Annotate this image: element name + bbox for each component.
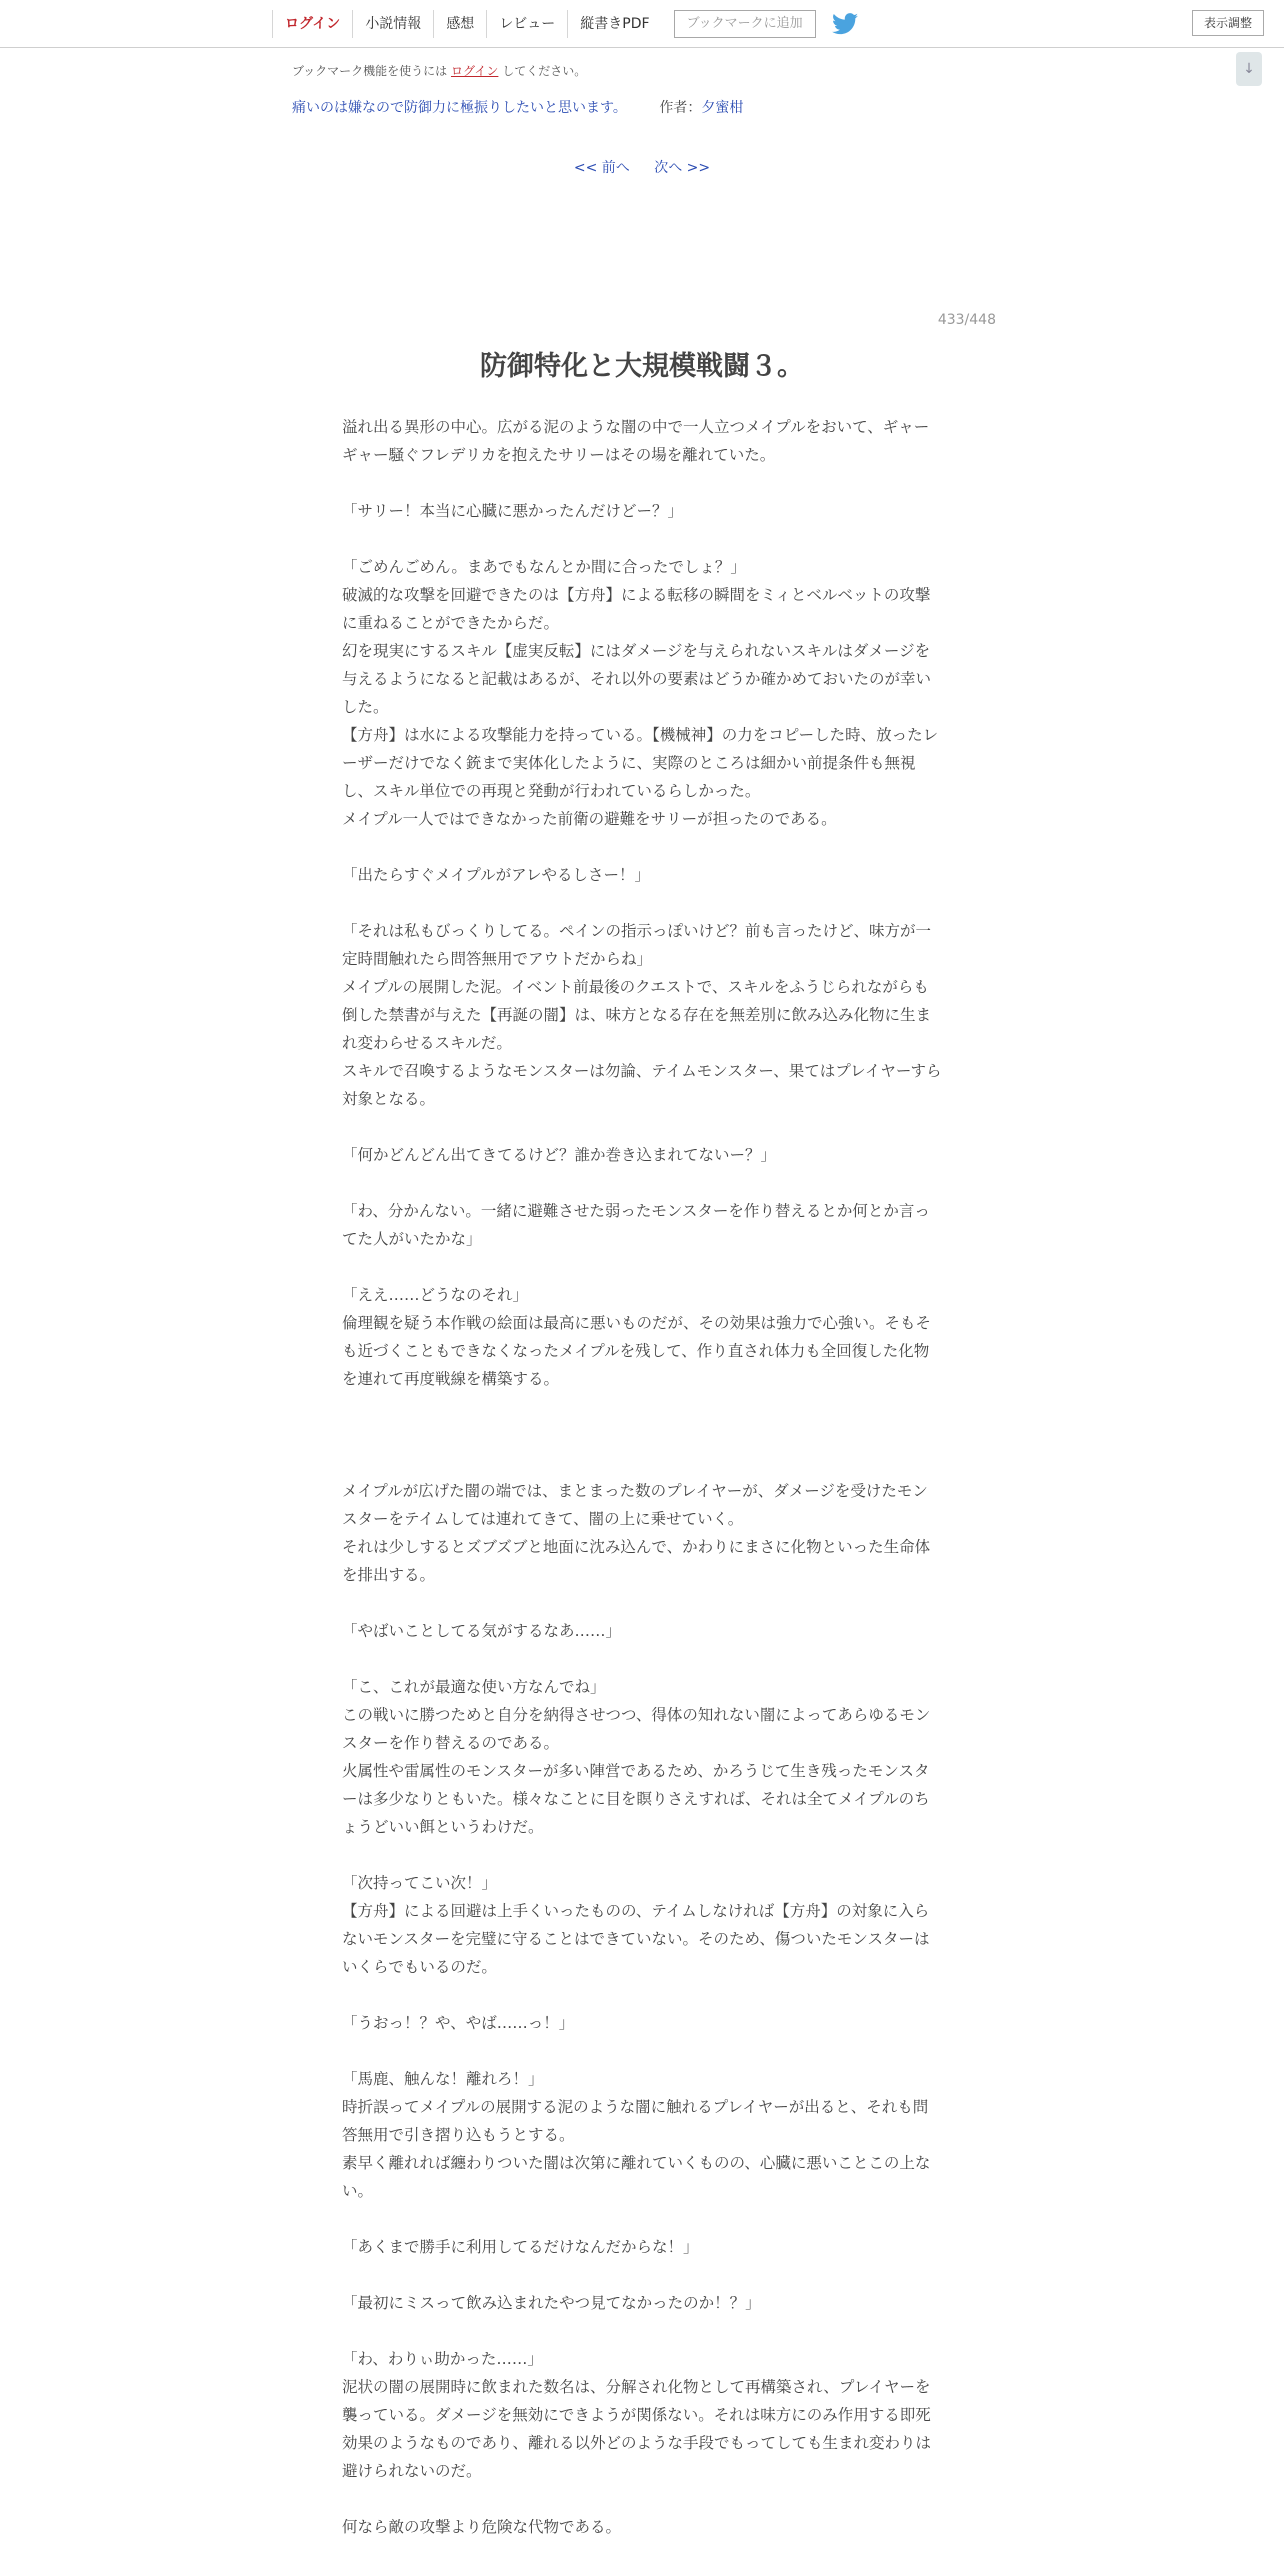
body-paragraph: それは少しするとズブズブと地面に沈み込んで、かわりにまさに化物といった生命体を排出する。 (342, 1538, 931, 1584)
body-paragraph: メイプルの展開した泥。イベント前最後のクエストで、スキルをふうじられながらも倒した禁書が与えた【再誕の闇】は、味方となる存在を無差別に飲み込み化物に生まれ変わらせるスキルだ。 (342, 978, 932, 1052)
body-paragraph (342, 1645, 942, 1673)
body-paragraph: 破滅的な攻撃を回避できたのは【方舟】による転移の瞬間をミィとベルベットの攻撃に重ねることができたからだ。 (342, 586, 931, 632)
body-paragraph: 「馬鹿、触んな！離れろ！」 (342, 2070, 544, 2088)
top-navigation-bar (0, 0, 1284, 48)
main-nav (272, 10, 858, 38)
body-paragraph: 何なら敵の攻撃より危険な代物である。 (342, 2518, 622, 2536)
novel-body (342, 413, 942, 2541)
body-paragraph: 【方舟】による回避は上手くいったものの、テイムしなければ【方舟】の対象に入らないモンスターを完璧に守ることはできていない。そのため、傷ついたモンスターはいくらでもいるのだ。 (342, 1902, 930, 1976)
body-paragraph (342, 833, 942, 861)
body-paragraph: メイプル一人ではできなかった前衛の避難をサリーが担ったのである。 (342, 810, 837, 828)
body-paragraph (342, 1113, 942, 1141)
bookmark-notice-after: してください。 (498, 64, 587, 78)
body-paragraph (342, 1421, 942, 1449)
body-paragraph: 「うおっ！？や、やば……っ！」 (342, 2014, 575, 2032)
body-paragraph: 「わ、わりぃ助かった……」 (342, 2350, 543, 2368)
body-paragraph: 倫理観を疑う本作戦の絵面は最高に悪いものだが、その効果は強力で心強い。そもそも近づくこともできなくなったメイプルを残して、作り直され体力も全回復した化物を連れて再度戦線を構築する。 (342, 1314, 932, 1388)
body-paragraph (342, 889, 942, 917)
body-paragraph: 「ごめんごめん。まあでもなんとか間に合ったでしょ？」 (342, 558, 746, 576)
body-paragraph: 「やばいことしてる気がするなあ……」 (342, 1622, 622, 1640)
login-link[interactable]: ログイン (272, 10, 352, 38)
author-label: 作者： (659, 100, 702, 116)
body-paragraph (342, 525, 942, 553)
display-settings-button[interactable]: 表示調整 (1192, 10, 1264, 36)
prev-episode-link[interactable]: << 前へ (573, 160, 630, 176)
body-paragraph: 火属性や雷属性のモンスターが多い陣営であるため、かろうじて生き残ったモンスターは多少なりともいた。様々なことに目を瞑りさえすれば、それは全てメイプルのちょうどいい餌というわけだ。 (342, 1762, 930, 1836)
episode-counter: 433/448 (937, 312, 996, 328)
body-paragraph: 泥状の闇の展開時に飲まれた数名は、分解され化物として再構築され、プレイヤーを襲っている。ダメージを無効にできようが関係ない。それは味方にのみ作用する即死効果のようなものであり、離れる以外どのような手段でもってしても生まれ変わりは避けられないのだ。 (342, 2378, 932, 2480)
body-paragraph (342, 1169, 942, 1197)
body-paragraph (342, 2037, 942, 2065)
bookmark-notice-login-link[interactable]: ログイン (450, 64, 499, 78)
author-link[interactable]: 夕蜜柑 (701, 100, 744, 116)
novel-title-link[interactable]: 痛いのは嫌なので防御力に極振りしたいと思います。 (292, 100, 627, 116)
episode-pager (0, 157, 1284, 177)
bookmark-notice (292, 62, 586, 79)
body-paragraph: 「それは私もびっくりしてる。ペインの指示っぽいけど？前も言ったけど、味方が一定時間触れたら問答無用でアウトだからね」 (342, 922, 932, 968)
review-link[interactable]: レビュー (486, 10, 567, 38)
body-paragraph: 幻を現実にするスキル【虚実反転】にはダメージを与えられないスキルはダメージを与えるようになると記載はあるが、それ以外の要素はどうか確かめておいたのが幸いした。 (342, 642, 932, 716)
body-paragraph: 「次持ってこい次！」 (342, 1874, 498, 1892)
body-paragraph (342, 1589, 942, 1617)
body-paragraph (342, 1253, 942, 1281)
body-paragraph: 時折誤ってメイプルの展開する泥のような闇に触れるプレイヤーが出ると、それも問答無用で引き摺り込もうとする。 (342, 2098, 929, 2144)
body-paragraph: 「ええ……どうなのそれ」 (342, 1286, 529, 1304)
body-paragraph (342, 469, 942, 497)
bookmark-notice-before: ブックマーク機能を使うには (292, 64, 451, 78)
body-paragraph: 「わ、分かんない。一緒に避難させた弱ったモンスターを作り替えるとか何とか言ってた人がいたかな」 (342, 1202, 930, 1248)
body-paragraph (342, 2205, 942, 2233)
vertical-pdf-link[interactable]: 縦書きPDF (567, 10, 661, 38)
body-paragraph (342, 1981, 942, 2009)
body-paragraph: 「こ、これが最適な使い方なんでね」 (342, 1678, 606, 1696)
body-paragraph: この戦いに勝つためと自分を納得させつつ、得体の知れない闇によってあらゆるモンスターを作り替えるのである。 (342, 1706, 931, 1752)
body-paragraph: 「あくまで勝手に利用してるだけなんだからな！」 (342, 2238, 699, 2256)
twitter-bird-icon[interactable] (832, 13, 858, 35)
body-paragraph (342, 1393, 942, 1421)
body-paragraph (342, 2485, 942, 2513)
body-paragraph (342, 2317, 942, 2345)
body-paragraph: 「最初にミスって飲み込まれたやつ見てなかったのか！？」 (342, 2294, 761, 2312)
body-paragraph (342, 2261, 942, 2289)
body-paragraph: メイプルが広げた闇の端では、まとまった数のプレイヤーが、ダメージを受けたモンスターをテイムしては連れてきて、闇の上に乗せていく。 (342, 1482, 928, 1528)
body-paragraph: 「サリー！本当に心臓に悪かったんだけどー？」 (342, 502, 684, 520)
body-paragraph: 【方舟】は水による攻撃能力を持っている。【機械神】の力をコピーした時、放ったレーザーだけでなく銃まで実体化したように、実際のところは細かい前提条件も無視し、スキル単位での再現と発動が行われているらしかった。 (342, 726, 939, 800)
body-paragraph: 「何かどんどん出てきてるけど？誰か巻き込まれてないー？」 (342, 1146, 777, 1164)
body-paragraph (342, 1841, 942, 1869)
next-episode-link[interactable]: 次へ >> (654, 160, 711, 176)
body-paragraph: 「出たらすぐメイプルがアレやるしさー！」 (342, 866, 650, 884)
body-paragraph: スキルで召喚するようなモンスターは勿論、テイムモンスター、果てはプレイヤーすら対象となる。 (342, 1062, 942, 1108)
add-bookmark-button[interactable]: ブックマークに追加 (674, 10, 816, 38)
body-paragraph: 素早く離れれば纏わりついた闇は次第に離れていくものの、心臓に悪いことこの上ない。 (342, 2154, 931, 2200)
body-paragraph: 溢れ出る異形の中心。広がる泥のような闇の中で一人立つメイプルをおいて、ギャーギャー騒ぐフレデリカを抱えたサリーはその場を離れていた。 (342, 418, 930, 464)
body-paragraph (342, 1449, 942, 1477)
novel-info-link[interactable]: 小説情報 (352, 10, 433, 38)
scroll-down-button[interactable]: ↓ (1236, 52, 1262, 86)
novel-header (292, 97, 743, 117)
impressions-link[interactable]: 感想 (433, 10, 486, 38)
chapter-title: 防御特化と大規模戦闘３。 (480, 351, 804, 382)
